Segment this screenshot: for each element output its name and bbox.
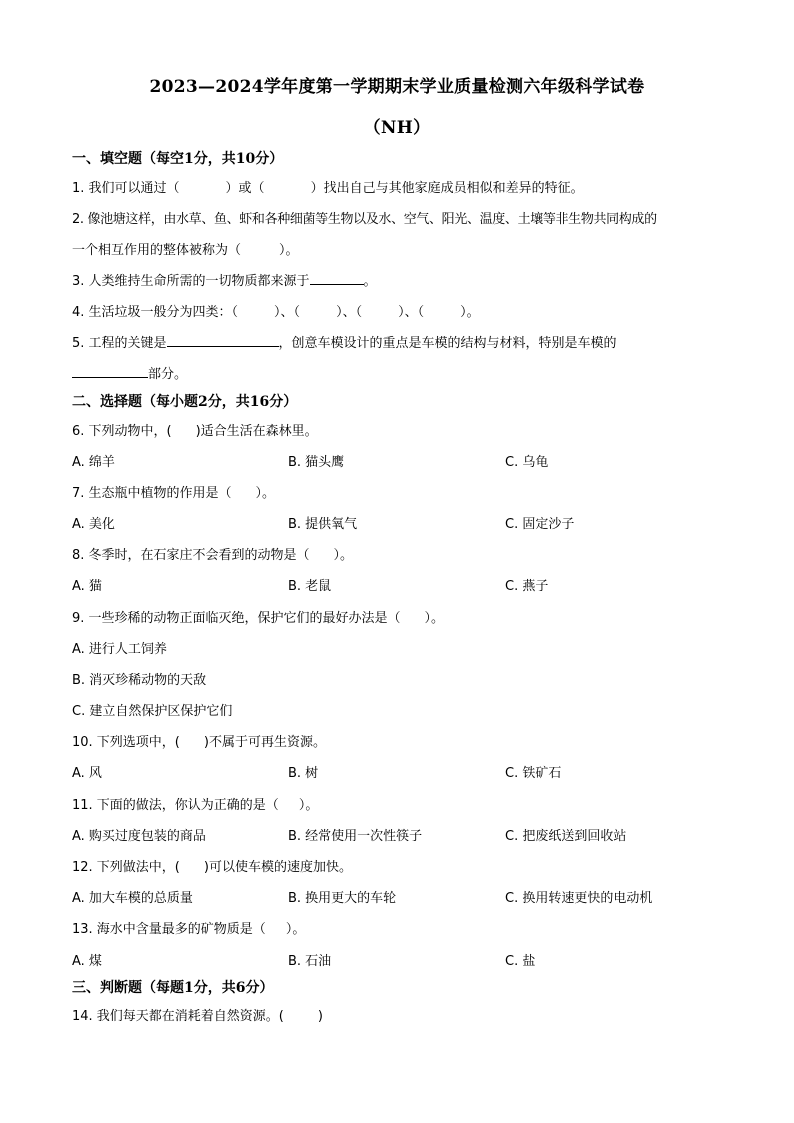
q11-option-b[interactable]: B. 经常使用一次性筷子 xyxy=(288,829,423,844)
q6-option-a[interactable]: A. 绵羊 xyxy=(72,455,115,470)
answer-blank[interactable] xyxy=(167,334,279,347)
q8-option-a[interactable]: A. 猫 xyxy=(72,579,102,594)
q10-option-c[interactable]: C. 铁矿石 xyxy=(505,766,562,781)
question-7: 7. 生态瓶中植物的作用是（ ）。 xyxy=(72,486,276,501)
question-11: 11. 下面的做法，你认为正确的是（ ）。 xyxy=(72,798,319,813)
question-5-line-2: 部分。 xyxy=(72,363,187,382)
section-true-false: 三、判断题（每题1分，共6分） xyxy=(72,980,274,996)
q13-option-c[interactable]: C. 盐 xyxy=(505,954,536,969)
answer-blank[interactable] xyxy=(310,272,364,285)
question-2-line-2: 一个相互作用的整体被称为（ ）。 xyxy=(72,243,299,258)
q11-option-c[interactable]: C. 把废纸送到回收站 xyxy=(505,829,627,844)
question-4: 4. 生活垃圾一般分为四类：（ ）、（ ）、（ ）、（ ）。 xyxy=(72,305,480,320)
section-multiple-choice: 二、选择题（每小题2分，共16分） xyxy=(72,394,298,410)
question-6: 6. 下列动物中，( )适合生活在森林里。 xyxy=(72,424,318,439)
q9-option-c[interactable]: C. 建立自然保护区保护它们 xyxy=(72,704,233,719)
exam-title: 2023—2024学年度第一学期期末学业质量检测六年级科学试卷 xyxy=(149,77,645,97)
q12-option-b[interactable]: B. 换用更大的车轮 xyxy=(288,891,397,906)
section-fill-blank: 一、填空题（每空1分，共10分） xyxy=(72,151,284,167)
q9-option-a[interactable]: A. 进行人工饲养 xyxy=(72,642,167,657)
answer-blank[interactable] xyxy=(72,365,148,378)
q8-option-b[interactable]: B. 老鼠 xyxy=(288,579,332,594)
q6-option-b[interactable]: B. 猫头鹰 xyxy=(288,455,345,470)
q13-option-b[interactable]: B. 石油 xyxy=(288,954,332,969)
question-1: 1. 我们可以通过（ ）或（ ）找出自己与其他家庭成员相似和差异的特征。 xyxy=(72,181,584,196)
q6-option-c[interactable]: C. 乌龟 xyxy=(505,455,549,470)
question-14: 14. 我们每天都在消耗着自然资源。( ) xyxy=(72,1009,323,1024)
question-12: 12. 下列做法中，( )可以使车模的速度加快。 xyxy=(72,860,352,875)
question-2-line-1: 2. 像池塘这样，由水草、鱼、虾和各种细菌等生物以及水、空气、阳光、温度、土壤等非生物共同构成的 xyxy=(72,212,657,227)
q10-option-a[interactable]: A. 风 xyxy=(72,766,102,781)
q10-option-b[interactable]: B. 树 xyxy=(288,766,319,781)
q13-option-a[interactable]: A. 煤 xyxy=(72,954,102,969)
q11-option-a[interactable]: A. 购买过度包装的商品 xyxy=(72,829,206,844)
q7-option-a[interactable]: A. 美化 xyxy=(72,517,115,532)
exam-subtitle: （NH） xyxy=(363,118,431,138)
q7-option-c[interactable]: C. 固定沙子 xyxy=(505,517,575,532)
question-8: 8. 冬季时，在石家庄不会看到的动物是（ ）。 xyxy=(72,548,354,563)
q8-option-c[interactable]: C. 燕子 xyxy=(505,579,549,594)
question-5-line-1: 5. 工程的关键是 ，创意车模设计的重点是车模的结构与材料，特别是车模的 xyxy=(72,336,617,351)
question-13: 13. 海水中含量最多的矿物质是（ ）。 xyxy=(72,922,306,937)
q7-option-b[interactable]: B. 提供氧气 xyxy=(288,517,358,532)
q12-option-a[interactable]: A. 加大车模的总质量 xyxy=(72,891,193,906)
question-10: 10. 下列选项中，( )不属于可再生资源。 xyxy=(72,735,326,750)
question-3: 3. 人类维持生命所需的一切物质都来源于 。 xyxy=(72,274,377,289)
q12-option-c[interactable]: C. 换用转速更快的电动机 xyxy=(505,891,653,906)
question-9: 9. 一些珍稀的动物正面临灭绝，保护它们的最好办法是（ ）。 xyxy=(72,611,445,626)
q9-option-b[interactable]: B. 消灭珍稀动物的天敌 xyxy=(72,673,207,688)
